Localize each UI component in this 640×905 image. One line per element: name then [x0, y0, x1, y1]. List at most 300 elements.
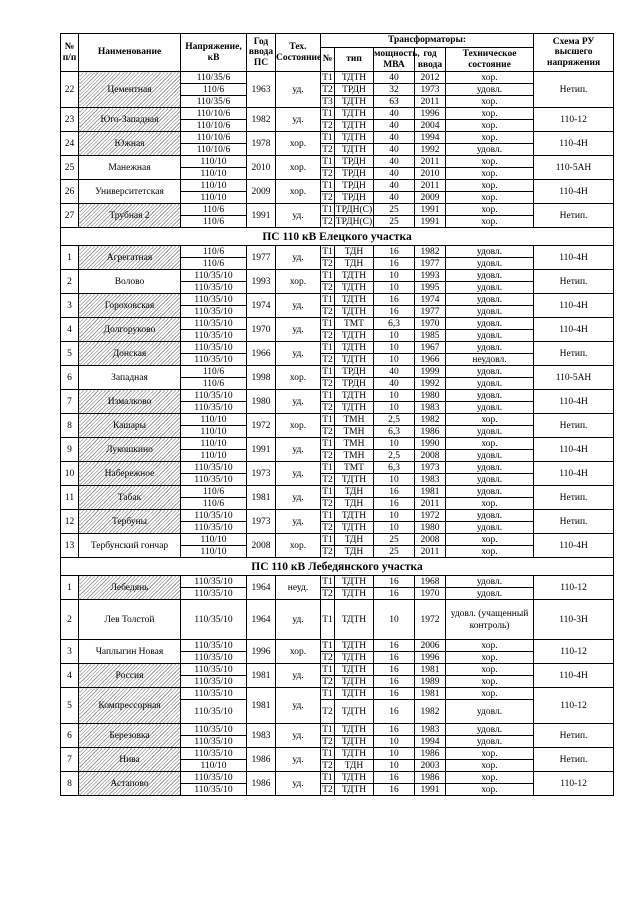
transformer-power: 16 [374, 772, 415, 784]
station-year: 1986 [247, 772, 276, 796]
station-name: Чаплыгин Новая [79, 640, 181, 664]
transformer-number: Т2 [322, 306, 333, 317]
station-number: 12 [61, 510, 79, 534]
transformer-state: удовл. [446, 258, 534, 270]
transformer-type: ТДТН [335, 724, 374, 736]
transformer-power: 25 [374, 534, 415, 546]
station-number: 24 [61, 132, 79, 156]
transformer-year: 1970 [415, 588, 446, 600]
transformer-number: Т1 [322, 318, 333, 329]
station-number: 10 [61, 462, 79, 486]
transformer-type: ТДТН [335, 294, 374, 306]
voltage-cell: 110/35/10 [181, 330, 247, 342]
transformer-number: Т2 [322, 588, 333, 599]
table-row [61, 366, 614, 378]
station-name: Россия [79, 664, 181, 688]
voltage-cell: 110/35/10 [181, 576, 247, 588]
transformer-power: 2,5 [374, 450, 415, 462]
station-name: Измалково [79, 390, 181, 414]
transformer-power: 40 [374, 156, 415, 168]
transformer-number: Т1 [322, 72, 333, 83]
col-state-header: Тех. Состояние [276, 34, 321, 72]
station-state: хор. [276, 132, 321, 156]
station-number: 6 [61, 724, 79, 748]
station-name: Юго-Западная [79, 108, 181, 132]
station-name: Трубная 2 [79, 204, 181, 228]
transformer-state: хор. [446, 760, 534, 772]
station-year: 1986 [247, 748, 276, 772]
col-year-header: Год ввода ПС [247, 34, 276, 72]
transformer-year: 1983 [415, 724, 446, 736]
transformer-state: хор. [446, 204, 534, 216]
transformer-state: хор. [446, 546, 534, 558]
voltage-cell: 110/35/10 [181, 318, 247, 330]
col-scheme-header: Схема РУ высшего напряжения [534, 34, 614, 72]
transformer-state: хор. [446, 772, 534, 784]
transformer-type: ТДН [335, 258, 374, 270]
transformer-state: удовл. [446, 588, 534, 600]
voltage-cell: 110/10 [181, 534, 247, 546]
transformer-power: 25 [374, 204, 415, 216]
transformer-type: ТДТН [335, 390, 374, 402]
transformer-type: ТДТН [335, 132, 374, 144]
station-scheme: 110-4Н [534, 534, 614, 558]
transformer-state: хор. [446, 216, 534, 228]
transformer-state: удовл. [446, 402, 534, 414]
station-name: Кашары [79, 414, 181, 438]
transformer-power: 40 [374, 120, 415, 132]
voltage-cell: 110/10 [181, 180, 247, 192]
transformer-state: удовл. [446, 342, 534, 354]
station-year: 1980 [247, 390, 276, 414]
transformer-year: 1981 [415, 664, 446, 676]
transformer-power: 16 [374, 588, 415, 600]
station-year: 1991 [247, 438, 276, 462]
transformer-power: 6,3 [374, 426, 415, 438]
transformer-power: 10 [374, 600, 415, 640]
voltage-cell: 110/6 [181, 366, 247, 378]
station-scheme: 110-5АН [534, 366, 614, 390]
station-year: 1996 [247, 640, 276, 664]
station-scheme: Нетип. [534, 270, 614, 294]
station-scheme: 110-4Н [534, 294, 614, 318]
transformer-power: 10 [374, 760, 415, 772]
transformer-type: ТДТН [335, 108, 374, 120]
voltage-cell: 110/35/10 [181, 748, 247, 760]
voltage-cell: 110/6 [181, 84, 247, 96]
transformer-state: хор. [446, 72, 534, 84]
voltage-cell: 110/35/10 [181, 390, 247, 402]
transformer-power: 10 [374, 736, 415, 748]
transformer-year: 1981 [415, 688, 446, 700]
transformer-number: Т2 [322, 474, 333, 485]
transformer-number: Т1 [322, 414, 333, 425]
station-year: 1972 [247, 414, 276, 438]
station-scheme: Нетип. [534, 342, 614, 366]
transformer-state: удовл. [446, 378, 534, 390]
transformer-type: ТДН [335, 546, 374, 558]
transformer-power: 16 [374, 724, 415, 736]
transformer-type: ТДТН [335, 676, 374, 688]
station-name: Цементная [79, 72, 181, 108]
station-year: 1963 [247, 72, 276, 108]
transformer-power: 40 [374, 366, 415, 378]
table-row [61, 640, 614, 652]
col-name-header: Наименование [79, 34, 181, 72]
transformer-power: 25 [374, 216, 415, 228]
table-row [61, 576, 614, 588]
station-year: 1983 [247, 724, 276, 748]
transformer-number: Т1 [322, 270, 333, 281]
transformer-state: удовл. [446, 474, 534, 486]
table-row [61, 156, 614, 168]
station-name: Астапово [79, 772, 181, 796]
station-scheme: Нетип. [534, 724, 614, 748]
station-state: уд. [276, 664, 321, 688]
transformer-type: ТРДН [335, 192, 374, 204]
transformer-number: Т2 [322, 144, 333, 155]
transformer-power: 16 [374, 640, 415, 652]
transformer-power: 6,3 [374, 318, 415, 330]
station-year: 1998 [247, 366, 276, 390]
station-name: Лукошкино [79, 438, 181, 462]
station-scheme: 110-4Н [534, 180, 614, 204]
transformer-state: удовл. [446, 318, 534, 330]
transformer-year: 1992 [415, 378, 446, 390]
station-name: Волово [79, 270, 181, 294]
transformer-type: ТДТН [335, 700, 374, 724]
station-number: 6 [61, 366, 79, 390]
transformer-power: 16 [374, 664, 415, 676]
transformer-type: ТДТН [335, 772, 374, 784]
station-name: Нива [79, 748, 181, 772]
station-scheme: Нетип. [534, 510, 614, 534]
transformer-number: Т1 [322, 390, 333, 401]
transformer-power: 2,5 [374, 414, 415, 426]
transformer-year: 1967 [415, 342, 446, 354]
station-name: Тербунский гончар [79, 534, 181, 558]
transformer-year: 1968 [415, 576, 446, 588]
station-state: уд. [276, 772, 321, 796]
transformer-power: 40 [374, 168, 415, 180]
table-row [61, 270, 614, 282]
transformer-year: 1981 [415, 486, 446, 498]
transformer-type: ТДТН [335, 522, 374, 534]
transformer-state: хор. [446, 108, 534, 120]
transformer-type: ТДТН [335, 640, 374, 652]
transformer-number: Т2 [322, 402, 333, 413]
table-row [61, 510, 614, 522]
transformer-type: ТРДН [335, 180, 374, 192]
voltage-cell: 110/35/10 [181, 676, 247, 688]
transformer-type: ТДН [335, 534, 374, 546]
transformer-type: ТРДН [335, 84, 374, 96]
transformer-state: удовл. [446, 486, 534, 498]
voltage-cell: 110/10/6 [181, 144, 247, 156]
station-state: уд. [276, 462, 321, 486]
table-row [61, 132, 614, 144]
voltage-cell: 110/35/10 [181, 270, 247, 282]
transformer-type: ТДТН [335, 270, 374, 282]
station-scheme: Нетип. [534, 748, 614, 772]
transformer-number: Т1 [322, 724, 333, 735]
transformer-state: хор. [446, 156, 534, 168]
transformer-year: 2008 [415, 534, 446, 546]
station-scheme: 110-12 [534, 108, 614, 132]
station-number: 22 [61, 72, 79, 108]
station-year: 1974 [247, 294, 276, 318]
voltage-cell: 110/10 [181, 450, 247, 462]
voltage-cell: 110/35/10 [181, 462, 247, 474]
transformer-type: ТМН [335, 438, 374, 450]
station-state: хор. [276, 640, 321, 664]
table-row [61, 462, 614, 474]
voltage-cell: 110/35/10 [181, 600, 247, 640]
station-number: 5 [61, 342, 79, 366]
voltage-cell: 110/35/10 [181, 282, 247, 294]
transformer-state: хор. [446, 652, 534, 664]
col-t-year-header: год ввода [415, 48, 446, 72]
transformer-state: хор. [446, 676, 534, 688]
transformer-year: 1973 [415, 462, 446, 474]
station-number: 26 [61, 180, 79, 204]
transformer-type: ТРДН(С) [335, 216, 373, 227]
station-state: уд. [276, 600, 321, 640]
station-number: 8 [61, 772, 79, 796]
transformer-year: 1990 [415, 438, 446, 450]
transformer-year: 1993 [415, 270, 446, 282]
station-state: уд. [276, 294, 321, 318]
station-year: 1982 [247, 108, 276, 132]
transformer-power: 10 [374, 522, 415, 534]
transformer-year: 1994 [415, 736, 446, 748]
voltage-cell: 110/6 [181, 216, 247, 228]
station-name: Березовка [79, 724, 181, 748]
voltage-cell: 110/10 [181, 414, 247, 426]
station-scheme: 110-5АН [534, 156, 614, 180]
station-year: 1966 [247, 342, 276, 366]
station-state: хор. [276, 366, 321, 390]
transformer-year: 1991 [415, 204, 446, 216]
station-number: 5 [61, 688, 79, 724]
table-row [61, 390, 614, 402]
transformer-year: 1991 [415, 784, 446, 796]
transformer-year: 1977 [415, 258, 446, 270]
station-year: 1981 [247, 664, 276, 688]
transformer-power: 10 [374, 510, 415, 522]
transformer-number: Т2 [322, 760, 333, 771]
voltage-cell: 110/10/6 [181, 132, 247, 144]
station-name: Лев Толстой [79, 600, 181, 640]
table-row [61, 414, 614, 426]
station-state: уд. [276, 486, 321, 510]
voltage-cell: 110/35/10 [181, 402, 247, 414]
station-state: уд. [276, 72, 321, 108]
table-row [61, 438, 614, 450]
transformer-state: удовл. [446, 330, 534, 342]
transformer-power: 10 [374, 330, 415, 342]
table-row [61, 664, 614, 676]
transformer-type: ТДТН [335, 736, 374, 748]
transformer-state: удовл. (учащенный контроль) [446, 600, 534, 640]
station-state: уд. [276, 748, 321, 772]
transformer-state: удовл. [446, 246, 534, 258]
voltage-cell: 110/35/10 [181, 588, 247, 600]
transformer-type: ТМН [335, 426, 374, 438]
voltage-cell: 110/10 [181, 192, 247, 204]
transformer-number: Т1 [322, 772, 333, 783]
station-number: 7 [61, 390, 79, 414]
transformer-state: хор. [446, 120, 534, 132]
transformer-year: 1989 [415, 676, 446, 688]
document-page [60, 33, 614, 796]
col-num-header: № п/п [61, 34, 79, 72]
voltage-cell: 110/35/10 [181, 640, 247, 652]
transformer-type: ТДТН [335, 306, 374, 318]
station-state: уд. [276, 204, 321, 228]
transformer-power: 16 [374, 688, 415, 700]
station-year: 1993 [247, 270, 276, 294]
transformer-number: Т1 [322, 342, 333, 353]
station-scheme: 110-12 [534, 576, 614, 600]
station-number: 8 [61, 414, 79, 438]
station-scheme: 110-3Н [534, 600, 614, 640]
transformer-state: хор. [446, 438, 534, 450]
transformer-year: 1986 [415, 772, 446, 784]
transformer-year: 1999 [415, 366, 446, 378]
transformer-year: 1996 [415, 108, 446, 120]
station-number: 1 [61, 246, 79, 270]
table-row [61, 486, 614, 498]
transformer-type: ТДТН [335, 474, 374, 486]
transformer-type: ТДН [335, 498, 374, 510]
station-scheme: 110-12 [534, 640, 614, 664]
transformer-type: ТДТН [335, 120, 374, 132]
transformer-number: Т2 [322, 282, 333, 293]
voltage-cell: 110/35/10 [181, 724, 247, 736]
transformer-number: Т1 [322, 366, 333, 377]
transformer-number: Т1 [322, 748, 333, 759]
transformer-type: ТРДН [335, 168, 374, 180]
transformer-number: Т2 [322, 84, 333, 95]
station-number: 2 [61, 600, 79, 640]
station-year: 1973 [247, 462, 276, 486]
transformer-type: ТДТН [335, 600, 374, 640]
station-year: 1970 [247, 318, 276, 342]
transformer-type: ТДТН [335, 72, 374, 84]
station-state: уд. [276, 108, 321, 132]
transformer-state: удовл. [446, 462, 534, 474]
voltage-cell: 110/35/10 [181, 652, 247, 664]
transformer-state: удовл. [446, 294, 534, 306]
transformer-year: 2011 [415, 96, 446, 108]
transformer-state: удовл. [446, 282, 534, 294]
station-number: 3 [61, 294, 79, 318]
station-scheme: 110-4Н [534, 438, 614, 462]
station-scheme: 110-12 [534, 772, 614, 796]
transformer-state: удовл. [446, 724, 534, 736]
station-number: 3 [61, 640, 79, 664]
transformer-number: Т1 [322, 108, 333, 119]
transformer-type: ТДН [335, 486, 374, 498]
transformer-type: ТДТН [335, 402, 374, 414]
transformer-state: удовл. [446, 270, 534, 282]
transformer-power: 63 [374, 96, 415, 108]
transformer-number: Т1 [322, 462, 333, 473]
station-state: уд. [276, 246, 321, 270]
transformer-power: 10 [374, 270, 415, 282]
transformer-power: 40 [374, 192, 415, 204]
transformer-power: 40 [374, 144, 415, 156]
transformer-year: 1972 [415, 510, 446, 522]
transformer-number: Т1 [322, 180, 333, 191]
voltage-cell: 110/6 [181, 378, 247, 390]
transformer-year: 1980 [415, 390, 446, 402]
transformer-type: ТРДН [335, 366, 374, 378]
transformer-number: Т2 [322, 784, 333, 795]
transformer-type: ТРДН(С) [335, 204, 373, 215]
transformer-state: хор. [446, 748, 534, 760]
station-year: 1973 [247, 510, 276, 534]
station-state: уд. [276, 438, 321, 462]
station-year: 1991 [247, 204, 276, 228]
station-scheme: Нетип. [534, 72, 614, 108]
table-row [61, 294, 614, 306]
transformer-power: 16 [374, 246, 415, 258]
transformer-year: 2008 [415, 450, 446, 462]
transformer-number: Т1 [322, 156, 333, 167]
station-name: Долгоруково [79, 318, 181, 342]
station-state: уд. [276, 688, 321, 724]
transformer-state: удовл. [446, 700, 534, 724]
transformer-year: 1991 [415, 216, 446, 228]
station-year: 1977 [247, 246, 276, 270]
transformer-number: Т3 [322, 96, 333, 107]
transformer-year: 1980 [415, 522, 446, 534]
transformer-state: удовл. [446, 426, 534, 438]
station-year: 1978 [247, 132, 276, 156]
station-state: хор. [276, 534, 321, 558]
table-row [61, 534, 614, 546]
station-name: Донская [79, 342, 181, 366]
col-t-state-header: Техническое состояние [446, 48, 534, 72]
table-row [61, 772, 614, 784]
station-state: уд. [276, 724, 321, 748]
table-row [61, 600, 614, 640]
voltage-cell: 110/35/10 [181, 772, 247, 784]
transformer-type: ТДТН [335, 510, 374, 522]
transformer-year: 1983 [415, 474, 446, 486]
transformer-state: хор. [446, 784, 534, 796]
section-row [61, 228, 614, 246]
transformer-power: 32 [374, 84, 415, 96]
table-body [61, 72, 614, 796]
transformer-state: хор. [446, 640, 534, 652]
transformer-number: Т2 [322, 652, 333, 663]
station-scheme: Нетип. [534, 486, 614, 510]
station-name: Набережное [79, 462, 181, 486]
voltage-cell: 110/35/10 [181, 354, 247, 366]
transformer-year: 1970 [415, 318, 446, 330]
col-t-type-header: тип [335, 48, 374, 72]
voltage-cell: 110/35/10 [181, 522, 247, 534]
transformer-type: ТДТН [335, 664, 374, 676]
transformer-power: 10 [374, 748, 415, 760]
transformer-power: 40 [374, 132, 415, 144]
station-state: неуд. [276, 576, 321, 600]
voltage-cell: 110/35/10 [181, 294, 247, 306]
transformer-number: Т1 [322, 664, 333, 675]
